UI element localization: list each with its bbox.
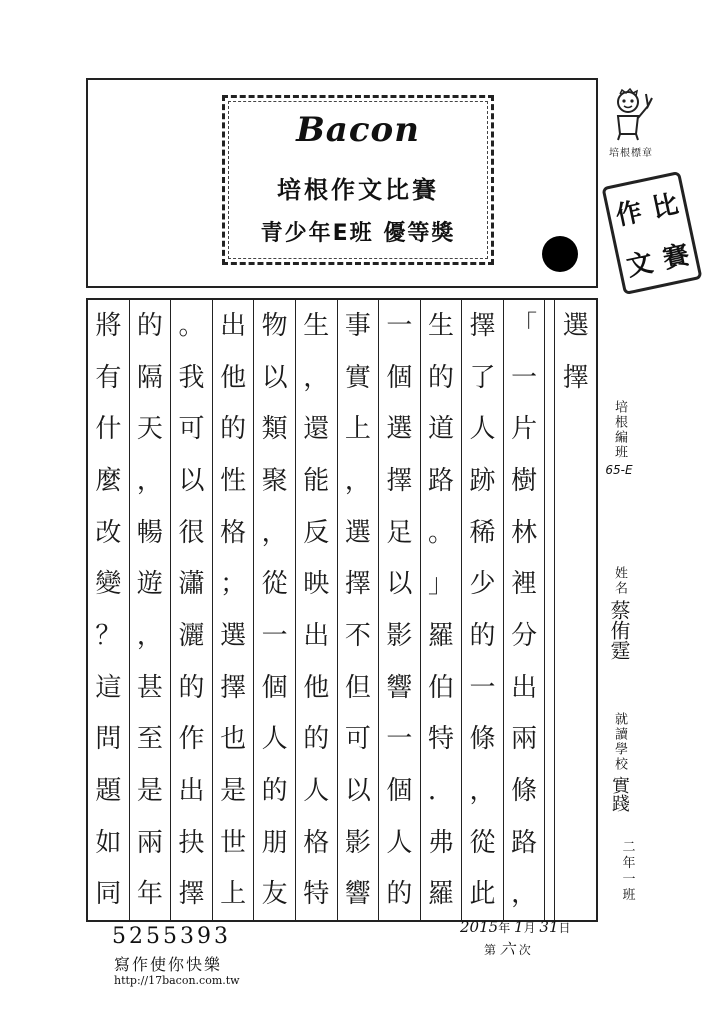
essay-cell: 的 — [261, 775, 288, 806]
essay-column — [554, 300, 596, 920]
essay-cell: 反 — [303, 517, 330, 548]
essay-cell: 條 — [511, 775, 538, 806]
essay-cell: 的 — [427, 362, 454, 393]
essay-cell: 很 — [178, 517, 205, 548]
essay-column — [337, 300, 379, 920]
name-label: 姓名 — [612, 566, 627, 596]
essay-cell: 個 — [386, 775, 413, 806]
essay-cell: 伯 — [427, 672, 454, 703]
essay-cell: 如 — [95, 827, 122, 858]
class-unit: 班 — [622, 888, 636, 903]
essay-cell: 麼 — [95, 465, 122, 496]
essay-cell: 了 — [469, 362, 496, 393]
black-dot-mark — [542, 236, 578, 272]
essay-cell: 抉 — [178, 827, 205, 858]
essay-cell: 灑 — [178, 620, 205, 651]
essay-cell: 道 — [427, 414, 454, 445]
class-label: 培根編班 — [612, 400, 627, 460]
essay-cell — [555, 817, 596, 869]
essay-cell: 但 — [344, 672, 371, 703]
essay-cell: 人 — [303, 775, 330, 806]
essay-cell: 路 — [427, 465, 454, 496]
essay-cell: 人 — [386, 827, 413, 858]
essay-cell: 出 — [220, 310, 247, 341]
essay-cell: 友 — [261, 879, 288, 910]
essay-column — [88, 300, 129, 920]
essay-cell: 暢 — [136, 517, 163, 548]
essay-cell: 問 — [95, 724, 122, 755]
essay-cell: 以 — [261, 362, 288, 393]
school-name: 實踐 — [609, 776, 630, 812]
essay-cell: 個 — [261, 672, 288, 703]
essay-cell: ， — [136, 620, 163, 651]
essay-column — [295, 300, 337, 920]
essay-cell: 這 — [95, 672, 122, 703]
essay-cell: 選 — [344, 517, 371, 548]
essay-cell: 擇 — [562, 362, 589, 393]
essay-cell: 羅 — [427, 620, 454, 651]
brand-logo: Bacon — [296, 110, 420, 150]
essay-cell — [555, 713, 596, 765]
essay-cell: 片 — [511, 414, 538, 445]
essay-cell: 。 — [427, 517, 454, 548]
essay-cell: 格 — [220, 517, 247, 548]
seal-char: 賽 — [660, 239, 692, 275]
essay-cell: 分 — [511, 620, 538, 651]
essay-cell: ？ — [95, 620, 122, 651]
website-url: http://17bacon.com.tw — [114, 974, 240, 987]
essay-cell — [555, 403, 596, 455]
essay-cell: 是 — [136, 775, 163, 806]
essay-cell: 出 — [511, 672, 538, 703]
essay-cell: 生 — [303, 310, 330, 341]
essay-cell: 是 — [220, 775, 247, 806]
essay-cell: ， — [511, 879, 538, 910]
essay-cell — [555, 765, 596, 817]
award-text: 青少年E班 優等獎 — [260, 221, 456, 246]
essay-cell: 人 — [469, 414, 496, 445]
essay-cell: 以 — [344, 775, 371, 806]
essay-cell — [555, 455, 596, 507]
essay-cell: 一 — [261, 620, 288, 651]
essay-cell: 上 — [220, 879, 247, 910]
school-info — [604, 712, 634, 812]
essay-cell: 甚 — [136, 672, 163, 703]
essay-column — [253, 300, 295, 920]
essay-cell: 。 — [178, 310, 205, 341]
date-block — [460, 918, 600, 958]
essay-cell: 「 — [511, 310, 538, 341]
essay-cell: 的 — [220, 414, 247, 445]
essay-cell: 將 — [95, 310, 122, 341]
essay-cell: 題 — [95, 775, 122, 806]
essay-cell: 物 — [261, 310, 288, 341]
essay-cell: 實 — [344, 362, 371, 393]
class-info — [604, 400, 634, 478]
essay-cell: 變 — [95, 569, 122, 600]
essay-gap-column — [544, 300, 554, 920]
essay-cell: ， — [136, 465, 163, 496]
grade-value: 二 — [622, 840, 636, 855]
year-value: 2015 — [460, 918, 499, 936]
essay-cell: 擇 — [178, 879, 205, 910]
grade-info — [614, 840, 644, 904]
essay-cell: 樹 — [511, 465, 538, 496]
day-value: 31 — [539, 918, 559, 936]
essay-cell: 改 — [95, 517, 122, 548]
seal-char: 比 — [649, 188, 682, 224]
essay-cell: 擇 — [386, 465, 413, 496]
sequence-unit: 次 — [518, 943, 531, 957]
sequence-value: 六 — [499, 940, 515, 958]
seal-char: 作 — [613, 196, 645, 232]
essay-cell: ； — [220, 569, 247, 600]
serial-number: 5255393 — [112, 924, 231, 949]
essay-cell — [555, 558, 596, 610]
essay-cell — [555, 610, 596, 662]
essay-cell: 什 — [95, 414, 122, 445]
essay-cell: 上 — [344, 414, 371, 445]
essay-cell: 以 — [178, 465, 205, 496]
essay-cell: 有 — [95, 362, 122, 393]
essay-cell: 響 — [344, 879, 371, 910]
essay-cell: 選 — [386, 414, 413, 445]
essay-cell: 從 — [261, 569, 288, 600]
essay-cell: 可 — [178, 414, 205, 445]
essay-grid — [86, 298, 598, 922]
essay-cell: 特 — [303, 879, 330, 910]
essay-cell: 稀 — [469, 517, 496, 548]
essay-cell: 選 — [562, 310, 589, 341]
essay-cell: 的 — [136, 310, 163, 341]
essay-cell: 擇 — [469, 310, 496, 341]
essay-cell: 至 — [136, 724, 163, 755]
essay-cell: 映 — [303, 569, 330, 600]
essay-cell: 個 — [386, 362, 413, 393]
essay-cell: 一 — [469, 672, 496, 703]
essay-cell: 擇 — [220, 672, 247, 703]
essay-cell: 響 — [386, 672, 413, 703]
essay-cell: 的 — [386, 879, 413, 910]
essay-cell: 人 — [261, 724, 288, 755]
essay-cell: 不 — [344, 620, 371, 651]
essay-cell: 事 — [344, 310, 371, 341]
day-unit: 日 — [558, 921, 571, 935]
essay-cell: 裡 — [511, 569, 538, 600]
essay-cell: 作 — [178, 724, 205, 755]
essay-cell: 出 — [303, 620, 330, 651]
month-unit: 月 — [523, 921, 536, 935]
essay-cell: 條 — [469, 724, 496, 755]
year-unit: 年 — [498, 921, 511, 935]
essay-cell: ， — [303, 362, 330, 393]
essay-cell: 可 — [344, 724, 371, 755]
essay-column — [503, 300, 545, 920]
grade-unit: 年 — [622, 856, 636, 871]
essay-cell: 兩 — [511, 724, 538, 755]
contest-seal — [601, 171, 702, 295]
essay-column — [420, 300, 462, 920]
essay-cell: 類 — [261, 414, 288, 445]
essay-cell: ， — [469, 775, 496, 806]
essay-cell: 年 — [136, 879, 163, 910]
essay-cell: 林 — [511, 517, 538, 548]
essay-cell: 一 — [386, 724, 413, 755]
essay-cell — [555, 507, 596, 559]
essay-cell: 擇 — [344, 569, 371, 600]
essay-cell: 影 — [344, 827, 371, 858]
essay-cell — [555, 868, 596, 920]
essay-cell: 的 — [469, 620, 496, 651]
essay-cell: 以 — [386, 569, 413, 600]
student-name: 蔡侑霆 — [607, 600, 631, 660]
essay-cell: 他 — [303, 672, 330, 703]
mascot-icon — [606, 86, 654, 142]
essay-cell: 的 — [178, 672, 205, 703]
essay-column — [212, 300, 254, 920]
class-number: 一 — [622, 872, 636, 887]
essay-cell: 天 — [136, 414, 163, 445]
essay-cell: 同 — [95, 879, 122, 910]
essay-cell: 從 — [469, 827, 496, 858]
essay-cell: 特 — [427, 724, 454, 755]
essay-cell: 聚 — [261, 465, 288, 496]
essay-cell: 我 — [178, 362, 205, 393]
essay-cell: 一 — [386, 310, 413, 341]
essay-cell: 」 — [427, 569, 454, 600]
essay-cell: 的 — [303, 724, 330, 755]
essay-cell: 朋 — [261, 827, 288, 858]
mascot-caption: 培根標章 — [609, 148, 653, 159]
essay-cell: 兩 — [136, 827, 163, 858]
essay-cell: 選 — [220, 620, 247, 651]
name-info — [604, 566, 634, 660]
essay-cell: 瀟 — [178, 569, 205, 600]
essay-cell: ． — [427, 775, 454, 806]
essay-cell: 足 — [386, 517, 413, 548]
essay-cell: ， — [344, 465, 371, 496]
seal-char: 文 — [623, 247, 656, 283]
class-value: 65-E — [605, 463, 633, 477]
contest-title: 培根作文比賽 — [277, 176, 439, 204]
essay-cell: 影 — [386, 620, 413, 651]
school-label: 就讀學校 — [612, 712, 627, 772]
essay-cell: 弗 — [427, 827, 454, 858]
essay-cell: 遊 — [136, 569, 163, 600]
essay-cell: 他 — [220, 362, 247, 393]
essay-cell — [555, 662, 596, 714]
essay-cell: 一 — [511, 362, 538, 393]
essay-cell: ， — [261, 517, 288, 548]
essay-cell: 出 — [178, 775, 205, 806]
essay-cell: 性 — [220, 465, 247, 496]
essay-cell: 還 — [303, 414, 330, 445]
sequence-prefix: 第 — [484, 943, 497, 957]
essay-cell: 世 — [220, 827, 247, 858]
essay-cell: 羅 — [427, 879, 454, 910]
essay-column — [129, 300, 171, 920]
essay-cell: 能 — [303, 465, 330, 496]
essay-cell: 生 — [427, 310, 454, 341]
essay-cell: 路 — [511, 827, 538, 858]
essay-column — [170, 300, 212, 920]
slogan: 寫作使你快樂 — [114, 955, 223, 974]
essay-column — [378, 300, 420, 920]
essay-cell: 格 — [303, 827, 330, 858]
essay-cell: 隔 — [136, 362, 163, 393]
month-value: 1 — [514, 918, 524, 936]
essay-cell: 也 — [220, 724, 247, 755]
award-stamp — [222, 95, 494, 265]
essay-cell: 跡 — [469, 465, 496, 496]
essay-cell: 此 — [469, 879, 496, 910]
essay-column — [461, 300, 503, 920]
essay-cell: 少 — [469, 569, 496, 600]
